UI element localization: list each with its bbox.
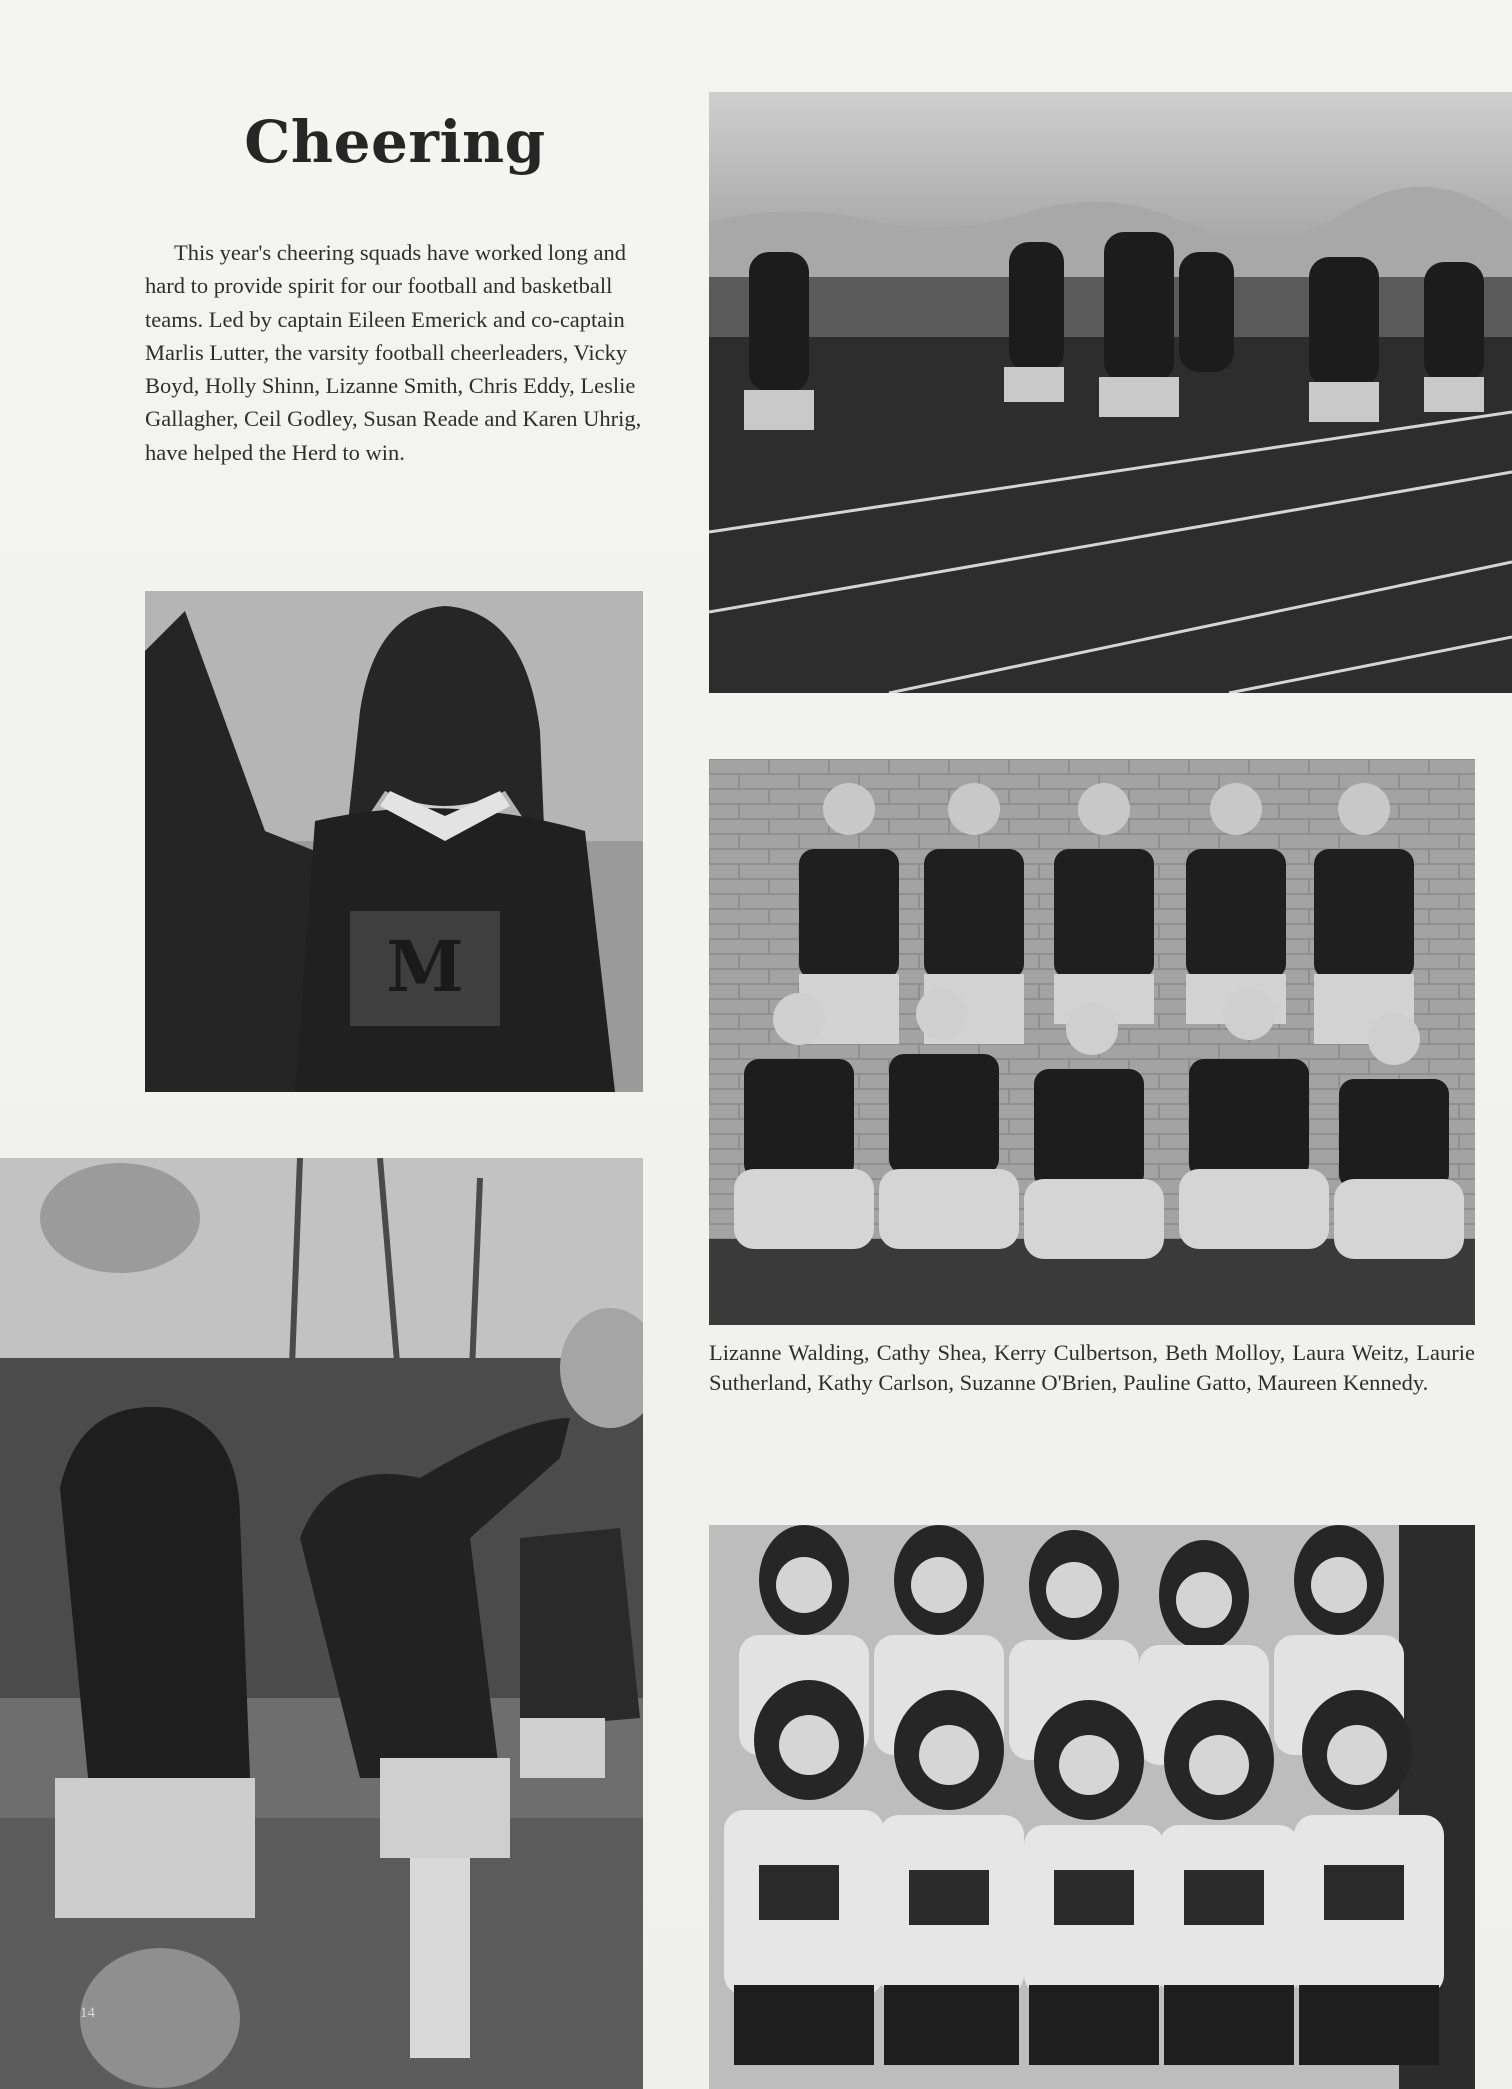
page-title: Cheering <box>244 108 546 176</box>
photo-squad-letter-sweaters <box>709 1525 1475 2089</box>
svg-text:M: M <box>386 925 464 1008</box>
photo-captain-waving <box>145 591 643 1092</box>
photo-pompom-cheerleaders <box>0 1158 643 2089</box>
intro-paragraph: This year's cheering squads have worked long and hard to provide spirit for our football and basketball teams. Led by captain Eileen Emerick and co-captain Marlis Lutter, the varsity football cheerleaders, Vicky Boyd, Holly Shinn, Lizanne Smith, Chris Eddy, Leslie Gallagher, Ceil Godley, Susan Reade and Karen Uhrig, have helped the Herd to win. <box>145 240 642 465</box>
photo-caption: Lizanne Walding, Cathy Shea, Kerry Culbertson, Beth Molloy, Laura Weitz, Laurie Sutherland, Kathy Carlson, Suzanne O'Brien, Pauline Gatto, Maureen Kennedy. <box>709 1340 1475 1395</box>
photo-track-cheerleaders <box>709 92 1512 693</box>
page-number: 14 <box>80 2005 95 2021</box>
photo-squad-vests <box>709 759 1475 1325</box>
